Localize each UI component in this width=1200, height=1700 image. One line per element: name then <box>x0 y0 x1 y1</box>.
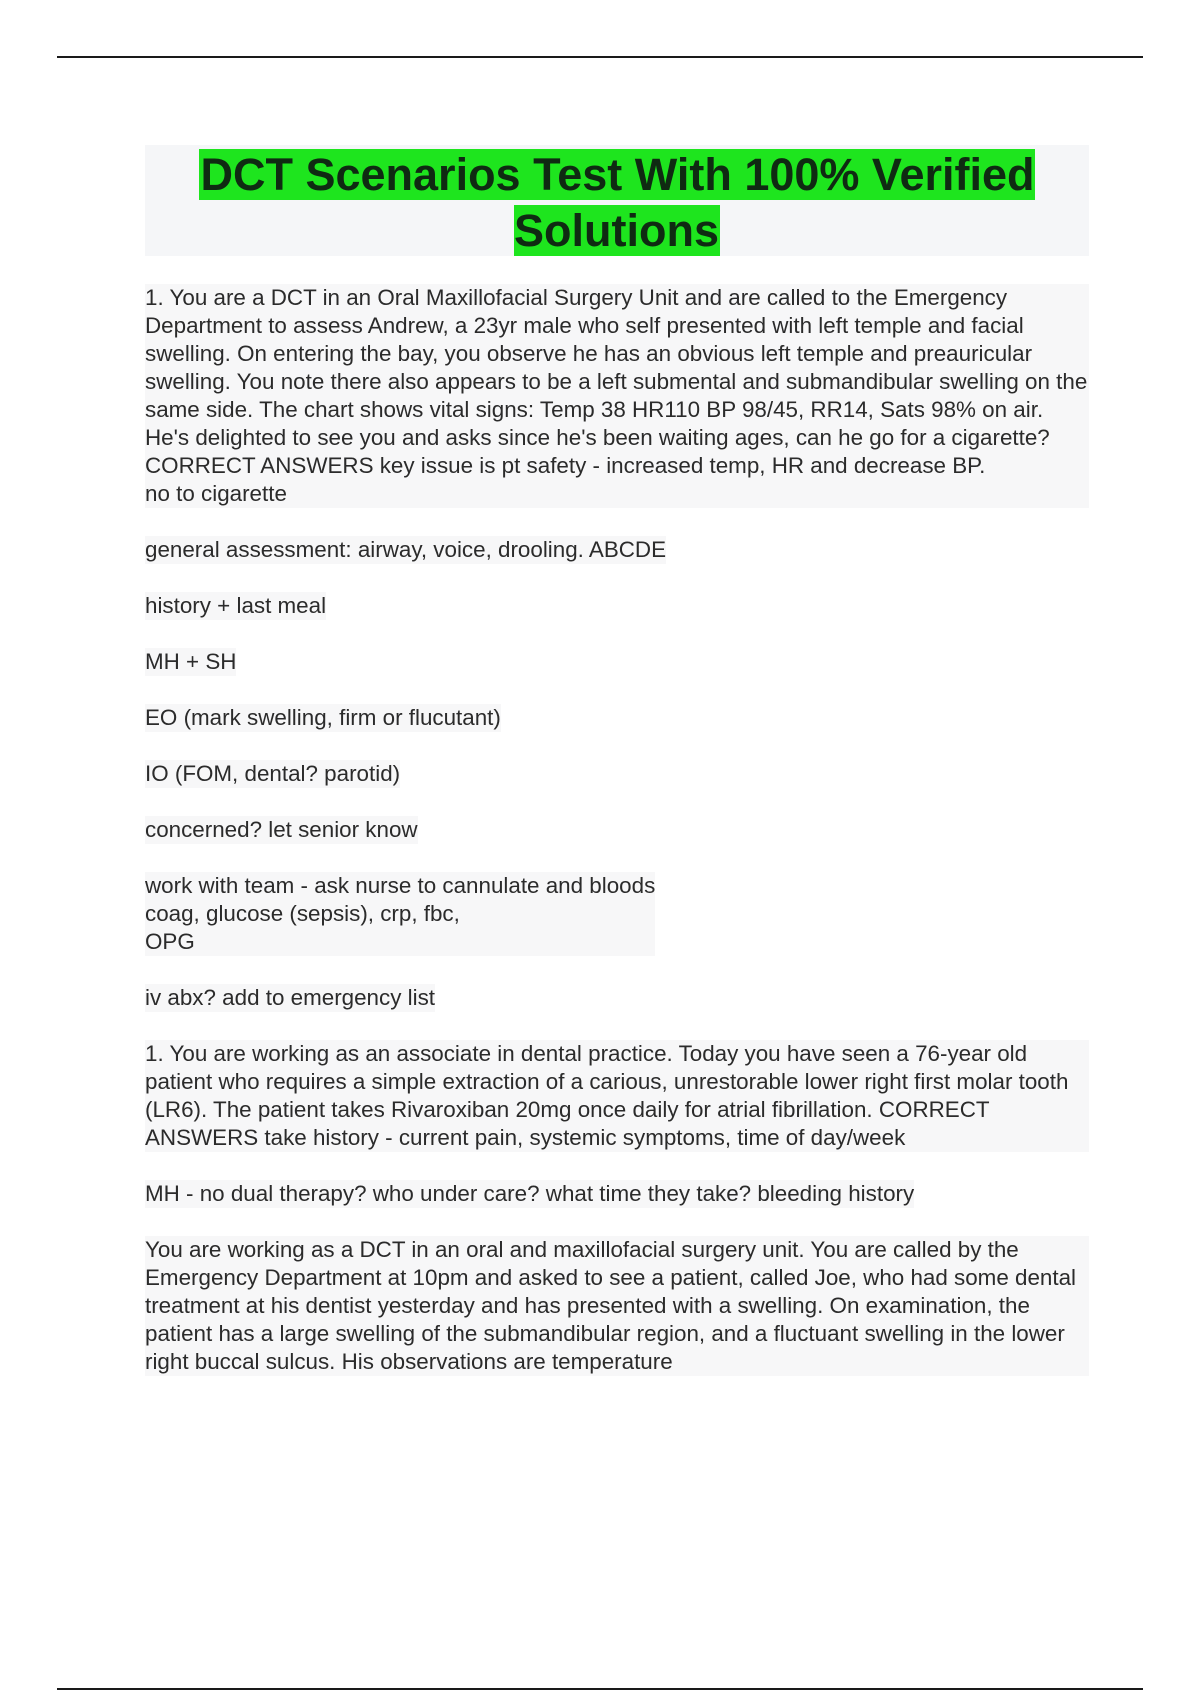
answer-line: work with team - ask nurse to cannulate and bloods coag, glucose (sepsis), crp, fbc, OPG <box>145 873 656 954</box>
answer-block <box>145 592 1089 620</box>
answer-block <box>145 984 1089 1012</box>
answer-block <box>145 704 1089 732</box>
document-body <box>145 284 1089 1404</box>
header-rule <box>57 56 1143 58</box>
answer-line: history + last meal <box>145 593 327 618</box>
scenario-2-block <box>145 1040 1089 1152</box>
scenario-1-block <box>145 284 1089 508</box>
answer-line: general assessment: airway, voice, drooling. ABCDE <box>145 537 667 562</box>
answer-block <box>145 1180 1089 1208</box>
document-title <box>145 145 1089 259</box>
scenario-3-block <box>145 1236 1089 1376</box>
answer-line: IO (FOM, dental? parotid) <box>145 761 401 786</box>
answer-block <box>145 872 1089 956</box>
answer-line: EO (mark swelling, firm or flucutant) <box>145 705 501 730</box>
answer-line: concerned? let senior know <box>145 817 418 842</box>
answer-block <box>145 816 1089 844</box>
answer-block <box>145 648 1089 676</box>
answer-line: MH + SH <box>145 649 237 674</box>
scenario-2-text: 1. You are working as an associate in dental practice. Today you have seen a 76-year old patient who requires a simple extraction of a carious, unrestorable lower right first molar tooth (LR6). The patient takes Rivaroxiban 20mg once daily for atrial fibrillation. CORRECT ANSWERS take history - current pain, systemic symptoms, time of day/week <box>145 1040 1089 1152</box>
answer-line: MH - no dual therapy? who under care? what time they take? bleeding history <box>145 1181 915 1206</box>
title-box <box>145 145 1089 256</box>
answer-line: iv abx? add to emergency list <box>145 985 435 1010</box>
answer-block <box>145 760 1089 788</box>
scenario-1-text: 1. You are a DCT in an Oral Maxillofacial Surgery Unit and are called to the Emergency Department to assess Andrew, a 23yr male who self presented with left temple and facial swelling. On entering the bay, you observe he has an obvious left temple and preauricular swelling. You note there also appears to be a left submental and submandibular swelling on the same side. The chart shows vital signs: Temp 38 HR110 BP 98/45, RR14, Sats 98% on air. He's delighted to see you and asks since he's been waiting ages, can he go for a cigarette? CORRECT ANSWERS key issue is pt safety - increased temp, HR and decrease BP. no to cigarette <box>145 285 1088 506</box>
document-title-text: DCT Scenarios Test With 100% Verified Solutions <box>200 149 1035 256</box>
answer-block <box>145 536 1089 564</box>
scenario-3-text: You are working as a DCT in an oral and maxillofacial surgery unit. You are called by the Emergency Department at 10pm and asked to see a patient, called Joe, who had some dental treatment at his dentist yesterday and has presented with a swelling. On examination, the patient has a large swelling of the submandibular region, and a fluctuant swelling in the lower right buccal sulcus. His observations are temperature <box>145 1236 1089 1376</box>
footer-rule <box>57 1688 1143 1690</box>
